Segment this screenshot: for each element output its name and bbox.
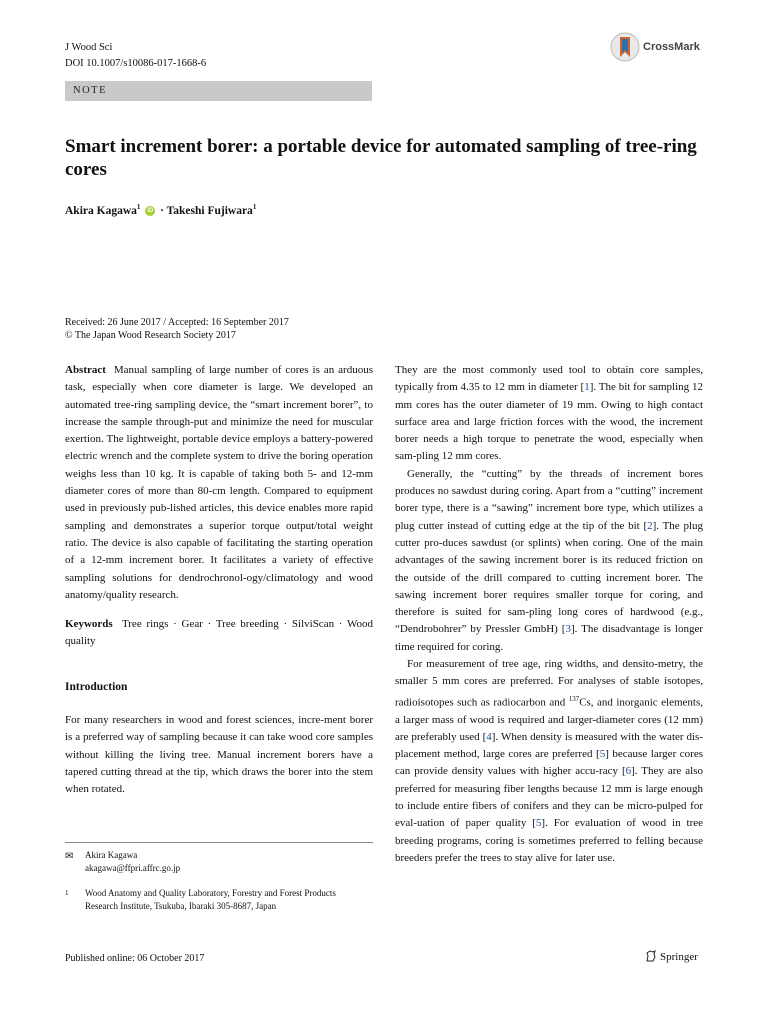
crossmark-label: CrossMark bbox=[643, 41, 700, 53]
author-affiliation-mark: 1 bbox=[252, 203, 257, 211]
envelope-icon: ✉ bbox=[65, 851, 74, 862]
publisher-name: Springer bbox=[660, 951, 698, 963]
keywords bbox=[65, 616, 373, 651]
author-separator: · bbox=[160, 204, 164, 217]
citation-link[interactable]: 5 bbox=[599, 748, 606, 761]
text-run: Generally, the “cutting” by the threads of increment bores produces no sawdust during coring. Apart from a “cutting” increment borer type, there is a “sawing” increment bore type, which utilizes a plug cutter instead of cutting edge at the tip of the bit [ bbox=[395, 467, 703, 532]
journal-name: J Wood Sci bbox=[65, 42, 113, 53]
text-run: ]. When density is measured with the water dis-placement method, large cores are preferred [ bbox=[395, 730, 703, 761]
contact-name: Akira Kagawa bbox=[85, 850, 138, 860]
text-run: ]. They are also preferred for measuring fiber lengths because 12 mm is large enough to include entire fibers of conifers and they can be micro-pulped for eval-uation of paper quality [ bbox=[395, 765, 703, 830]
author-list bbox=[65, 203, 256, 217]
crossmark-icon bbox=[610, 32, 640, 62]
citation-link[interactable]: 3 bbox=[565, 623, 571, 636]
published-date: Published online: 06 October 2017 bbox=[65, 953, 205, 964]
author-name[interactable]: Akira Kagawa bbox=[65, 204, 137, 217]
paragraph bbox=[395, 362, 703, 466]
citation-link[interactable]: 4 bbox=[486, 730, 492, 743]
copyright-line: © The Japan Wood Research Society 2017 bbox=[65, 330, 236, 341]
intro-paragraph: For many researchers in wood and forest sciences, incre-ment borer is a preferred way of sampling because it can take wood core samples without killing the living tree. Manual increment borers have a tapered cutting thread at the tip, which draws the borer into the stem when rotated. bbox=[65, 714, 373, 796]
affiliation-text: Wood Anatomy and Quality Laboratory, Forestry and Forest Products Research Institute, Tsukuba, Ibaraki 305-8687, Japan bbox=[85, 888, 336, 911]
article-title: Smart increment borer: a portable device for automated sampling of tree-ring cores bbox=[65, 136, 697, 180]
text-run: ]. The bit for sampling 12 mm cores has the outer diameter of 19 mm. Owing to high contact surface area and large friction forces with the wood, the increment borer needs a high torque to penetrate the wood, especially when sam-pling 12 mm cores. bbox=[395, 381, 703, 463]
text-run: ]. The disadvantage is longer time required for coring. bbox=[395, 623, 703, 653]
text-run: They are the most commonly used tool to obtain core samples, typically from 4.35 to 12 mm in diameter [ bbox=[395, 364, 703, 394]
citation-link[interactable]: 5 bbox=[535, 817, 542, 830]
text-run: ]. For evaluation of wood in tree breeding programs, coring is sometimes preferred to felling because breeders prefer the trees to stay alive for later use. bbox=[395, 817, 703, 864]
keywords-label: Keywords bbox=[65, 618, 113, 631]
journal-header bbox=[65, 40, 206, 72]
isotope-superscript: 137 bbox=[568, 694, 580, 703]
article-type-bar bbox=[65, 81, 372, 101]
citation-link[interactable]: 2 bbox=[647, 519, 653, 532]
author-name[interactable]: Takeshi Fujiwara bbox=[166, 204, 253, 217]
affiliation-number: 1 bbox=[65, 889, 69, 897]
author-affiliation-mark: 1 bbox=[136, 203, 141, 211]
text-run: ] because larger cores can provide density values with higher accu-racy [ bbox=[395, 748, 703, 778]
crossmark-badge[interactable] bbox=[610, 32, 710, 64]
article-history bbox=[65, 316, 289, 342]
citation-link[interactable]: 6 bbox=[625, 765, 632, 778]
springer-horse-icon bbox=[645, 950, 657, 962]
doi[interactable]: DOI 10.1007/s10086-017-1668-6 bbox=[65, 58, 207, 69]
paragraph bbox=[395, 656, 703, 867]
keywords-text: Tree rings · Gear · Tree breeding · SilviScan · Wood quality bbox=[65, 618, 373, 648]
abstract-label: Abstract bbox=[65, 364, 106, 376]
text-run: Cs, and inorganic elements, a larger mass of wood is required and larger-diameter cores (12 mm) are preferably used [ bbox=[395, 696, 703, 743]
received-accepted-dates: Received: 26 June 2017 / Accepted: 16 September 2017 bbox=[65, 317, 289, 328]
right-column bbox=[395, 362, 703, 867]
left-column bbox=[65, 362, 373, 799]
publisher-logo[interactable] bbox=[645, 950, 698, 963]
footnote-divider bbox=[65, 842, 373, 843]
article-type-label: NOTE bbox=[73, 85, 107, 96]
contact-email[interactable]: akagawa@ffpri.affrc.go.jp bbox=[85, 863, 181, 873]
contact-block bbox=[85, 849, 180, 875]
abstract bbox=[65, 362, 373, 604]
text-run: ]. The plug cutter pro-duces sawdust (or splints) when coring. One of the main advantages of the sawing increment borer is its reduced friction on the outside of the drill compared to cutting increment borer. The sawing increment borer requires smaller torque for coring, and therefore is suited for sam-pling long cores of hardwood (e.g., “Dendrobohrer” by Pressler GmbH) [ bbox=[395, 519, 703, 636]
abstract-text: Manual sampling of large number of cores is an arduous task, especially when core diameter is large. We developed an automated tree-ring sampling device, the “smart increment borer”, to increase the sample through-put and minimize the need for muscular exertion. The lightweight, portable device employs a battery-powered electric wrench and the complete system to drive the boring operation weighs less than 10 kg. It is capable of taking both 5- and 12-mm diameter cores of more than 80-cm length. Compared to equipment used in previously pub-lished articles, this device enables more rapid sampling and demonstrates a superior torque output/total weight ratio. The device is also capable of facilitating the starting operation of a 12-mm increment borer. It facilitates a variety of effective sampling solutions for dendrochronol-ogy/climatology and wood anatomy/quality research. bbox=[65, 364, 373, 601]
orcid-icon[interactable]: iD bbox=[147, 208, 154, 215]
section-heading-introduction: Introduction bbox=[65, 680, 128, 693]
citation-link[interactable]: 1 bbox=[584, 381, 590, 394]
text-run: For measurement of tree age, ring widths, and densito-metry, the smaller 5 mm cores are preferred. For analyses of stable isotopes, radioisotopes such as radiocarbon and bbox=[395, 658, 703, 709]
paragraph bbox=[395, 466, 703, 656]
